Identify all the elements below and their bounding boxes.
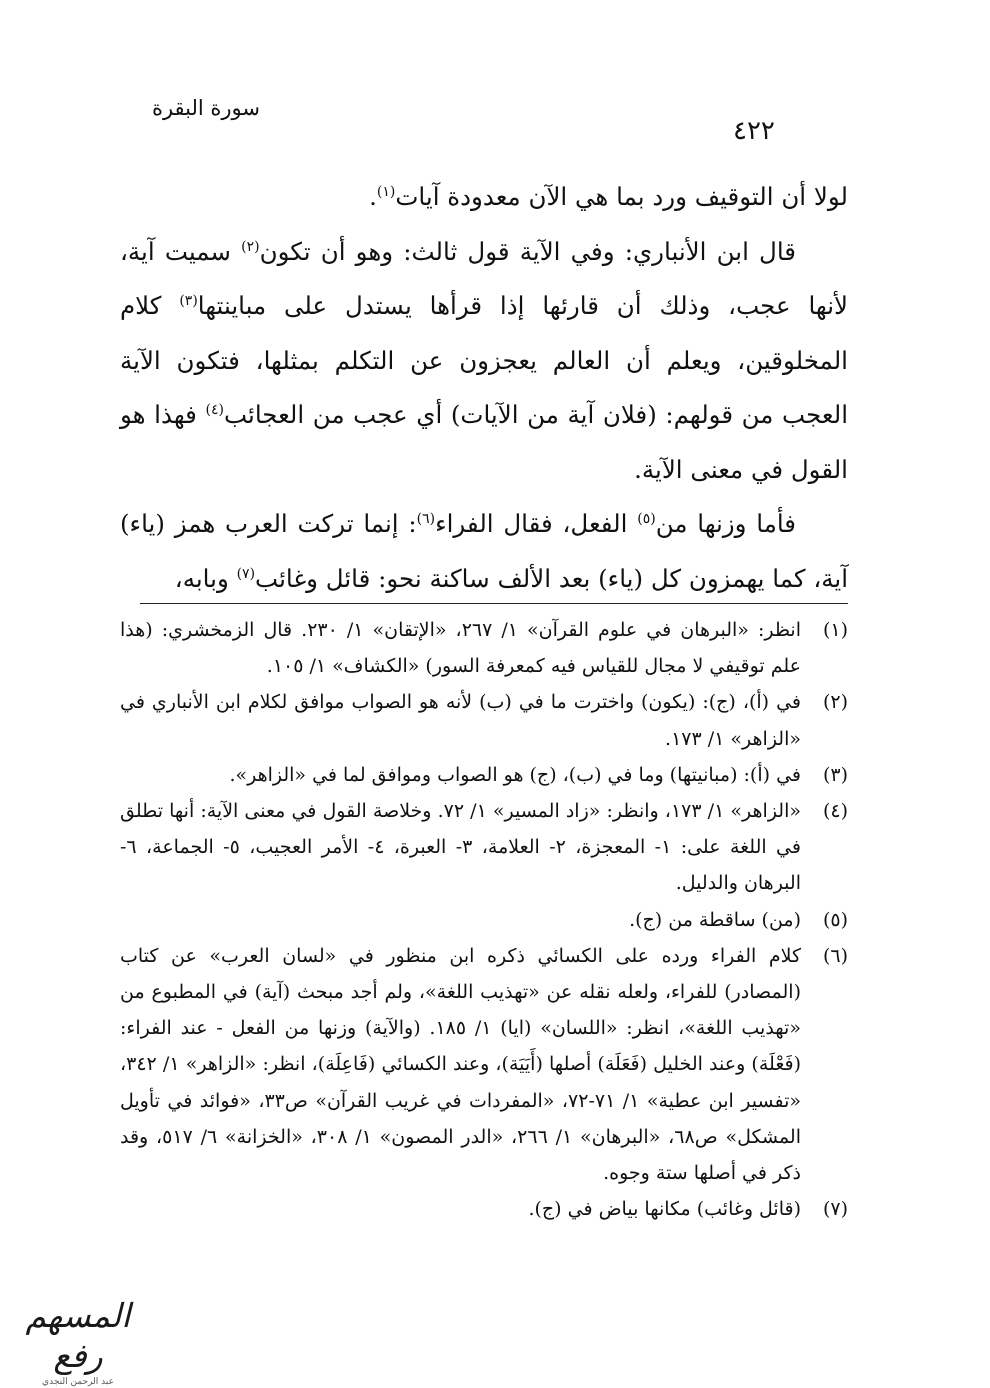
main-text [120, 170, 848, 606]
paragraph-2-text-b: سميت آية، لأنها عجب، وذلك أن قارئها إذا قرأها يستدل على مباينتها [120, 236, 848, 320]
paragraph-1-text-b: . [369, 182, 377, 211]
footnote-number: (٣) [822, 763, 848, 786]
footnote-ref-4[interactable]: (٤) [205, 402, 224, 418]
footnote-text: (قائل وغائب) مكانها بياض في (ج). [528, 1198, 801, 1221]
footnote-text: كلام الفراء ورده على الكسائي ذكره ابن منظور في «لسان العرب» عن كتاب (المصادر) للفراء، ولعله نقله عن «تهذيب اللغة»، ولم أجد مبحث (آية) في المطبوع من «تهذيب اللغة»، انظر: «اللسان» (ايا) ١/ ١٨٥. (والآية) وزنها من الفعل - عند الفراء: (فَعْلَة) وعند الخليل (فَعَلَة) أصلها (أَيَيَة)، وعند الكسائي (فَاعِلَة)، انظر: «الزاهر» ١/ ٣٤٢، «تفسير ابن عطية» ١/ ٧١-٧٢، «المفردات في غريب القرآن» ص٣٣، «فوائد في تأويل المشكل» ص٦٨، «البرهان» ١/ ٢٦٦، «الدر المصون» ١/ ٣٠٨، «الخزانة» ٦/ ٥١٧، وقد ذكر في أصلها ستة وجوه. [120, 944, 801, 1185]
paragraph-3-text-c: : إنما تركت العرب همز (ياء) آية، كما يهمزون كل (ياء) بعد الألف ساكنة نحو: قائل وغائب [120, 509, 848, 593]
paragraph-3-text-a: فأما وزنها من [655, 509, 796, 538]
footnote-number: (٤) [822, 800, 848, 823]
footnote-ref-7[interactable]: (٧) [236, 565, 256, 582]
footnote-text: في (أ): (مبانيتها) وما في (ب)، (ج) هو الصواب وموافق لما في «الزاهر». [229, 763, 801, 786]
footnotes [120, 612, 848, 1227]
footnote-number: (١) [822, 619, 848, 641]
footnote-number: (٢) [822, 691, 848, 714]
logo-calligraphy: المسهم رفع [25, 1296, 131, 1375]
paragraph-3-text-b: الفعل، فقال الفراء [435, 509, 638, 538]
footnote-ref-6[interactable]: (٦) [416, 511, 436, 527]
footnote-ref-5[interactable]: (٥) [637, 511, 656, 527]
paragraph-3-text-d: وبابه، [174, 563, 237, 593]
paragraph-3 [120, 497, 848, 606]
paragraph-2-text-c: كلام المخلوقين، ويعلم أن العالم يعجزون عن التكلم بمثلها، فتكون الآية العجب من قولهم: (فلان آية من الآيات) أي عجب من العجائب [120, 291, 848, 429]
footnote-separator [140, 603, 848, 604]
running-header-surah-title: سورة البقرة [151, 96, 260, 120]
footnote-1 [120, 612, 848, 684]
paragraph-1 [120, 170, 848, 225]
footnote-number: (٥) [822, 908, 848, 931]
paragraph-2 [120, 225, 848, 498]
footnote-text: (من) ساقطة من (ج). [629, 908, 801, 931]
footnote-4 [120, 793, 848, 902]
paragraph-2-text-d: فهذا هو القول في معنى الآية. [120, 400, 848, 484]
footnote-number: (٦) [822, 944, 848, 967]
footnote-3 [120, 757, 848, 793]
page-number: ٤٢٢ [733, 116, 775, 146]
footnote-7 [120, 1191, 848, 1227]
logo-caption: عبد الرحمن النجدي [42, 1377, 114, 1387]
paragraph-1-text-a: لولا أن التوقيف ورد بما هي الآن معدودة آيات [395, 182, 848, 211]
paragraph-2-text-a: قال ابن الأنباري: وفي الآية قول ثالث: وهو أن تكون [259, 236, 796, 266]
footnote-text: «الزاهر» ١/ ١٧٣، وانظر: «زاد المسير» ١/ ٧٢. وخلاصة القول في معنى الآية: أنها تطلق في اللغة على: ١- المعجزة، ٢- العلامة، ٣- العبرة، ٤- الأمر العجيب، ٥- الجماعة، ٦- البرهان والدليل. [120, 800, 802, 895]
footnote-2 [120, 684, 848, 756]
footnote-text: في (أ)، (ج): (يكون) واخترت ما في (ب) لأنه هو الصواب موافق لكلام ابن الأنباري في «الزاهر» ١/ ١٧٣. [120, 691, 801, 750]
publisher-logo [8, 1296, 148, 1387]
footnote-6 [120, 938, 848, 1191]
footnote-number: (٧) [822, 1198, 848, 1221]
footnote-ref-2[interactable]: (٢) [241, 238, 260, 255]
footnote-text: انظر: «البرهان في علوم القرآن» ١/ ٢٦٧، «الإتقان» ١/ ٢٣٠. قال الزمخشري: (هذا علم توقيفي لا مجال للقياس فيه كمعرفة السور) «الكشاف» ١/ ١٠٥. [120, 619, 801, 678]
footnote-ref-3[interactable]: (٣) [179, 293, 198, 309]
footnote-5 [120, 902, 848, 938]
footnote-ref-1[interactable]: (١) [376, 184, 396, 200]
